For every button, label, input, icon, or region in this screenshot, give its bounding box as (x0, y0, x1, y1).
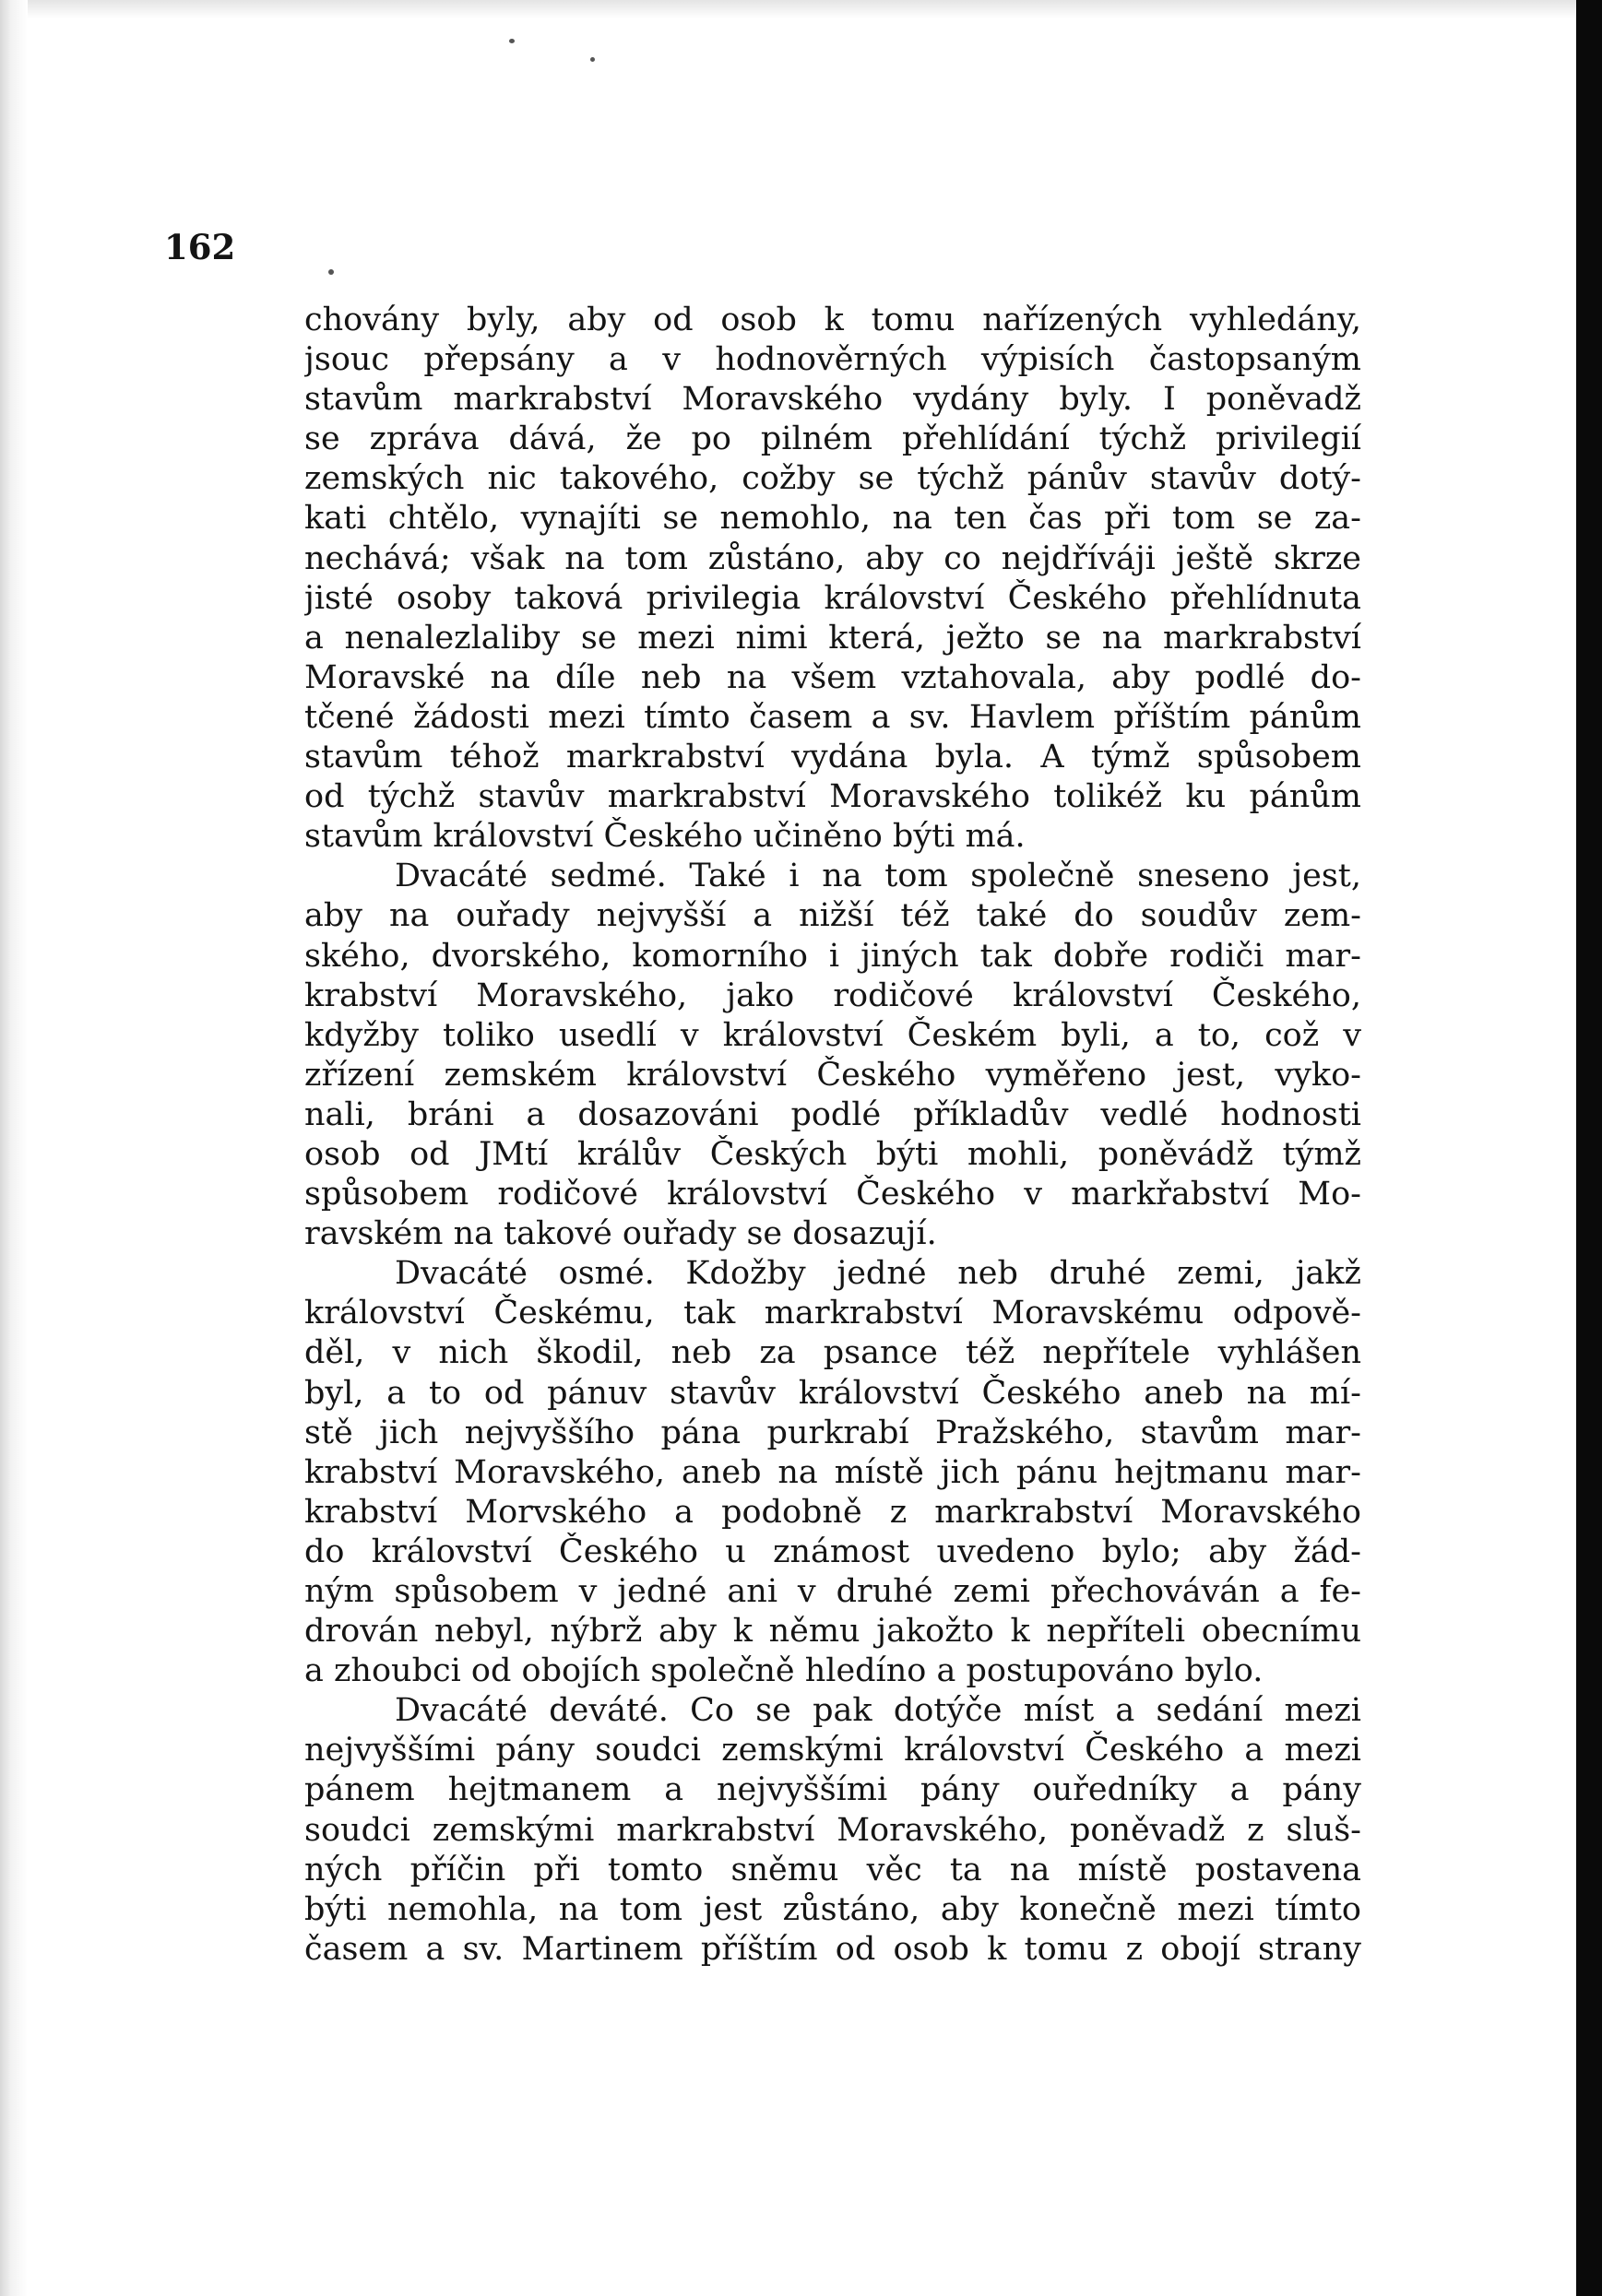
text-line: krabství Morvského a podobně z markrabství Moravského (304, 1493, 1361, 1531)
paragraph-start-line: Dvacáté osmé. Kdožby jedné neb druhé zemi, jakž (395, 1255, 1361, 1293)
text-line: drován nebyl, nýbrž aby k němu jakožto k nepříteli obecnímu (304, 1613, 1361, 1651)
scan-speck (509, 39, 515, 43)
text-line: tčené žádosti mezi tímto časem a sv. Havlem příštím pánům (304, 698, 1361, 736)
text-line: kdyžby toliko usedlí v království Českém byli, a to, což v (304, 1016, 1361, 1054)
text-line: se zpráva dává, že po pilném přehlídání týchž privilegií (304, 420, 1361, 458)
text-line: časem a sv. Martinem příštím od osob k tomu z obojí strany (304, 1930, 1361, 1968)
scan-top-edge (0, 0, 1576, 18)
text-line: jsouc přepsány a v hodnověrných výpisích častopsaným (304, 341, 1361, 379)
text-line: do království Českého u známost uvedeno bylo; aby žád- (304, 1533, 1361, 1570)
page-number: 162 (164, 227, 236, 267)
text-line: soudci zemskými markrabství Moravského, poněvadž z sluš- (304, 1811, 1361, 1849)
text-line: byl, a to od pánuv stavův království Českého aneb na mí- (304, 1374, 1361, 1412)
text-line: krabství Moravského, jako rodičové království Českého, (304, 976, 1361, 1014)
text-line: stavům království Českého učiněno býti má. (304, 818, 1026, 856)
text-line: království Českému, tak markrabství Moravskému odpově- (304, 1295, 1361, 1332)
text-line: nejvyššími pány soudci zemskými království Českého a mezi (304, 1732, 1361, 1769)
text-line: nechává; však na tom zůstáno, aby co nejdříváji ještě skrze (304, 539, 1361, 577)
text-line: stě jich nejvyššího pána purkrabí Pražského, stavům mar- (304, 1414, 1361, 1451)
text-line: nali, bráni a dosazováni podlé příkladův vedlé hodnosti (304, 1095, 1361, 1133)
scan-left-edge (0, 0, 28, 2296)
body-text (304, 301, 1361, 1970)
scan-speck (328, 269, 334, 275)
text-line: stavům téhož markrabství vydána byla. A týmž spůsobem (304, 739, 1361, 776)
text-line: chovány byly, aby od osob k tomu nařízených vyhledány, (304, 302, 1361, 338)
text-line: osob od JMtí králův Českých býti mohli, poněvádž týmž (304, 1135, 1361, 1173)
text-line: pánem hejtmanem a nejvyššími pány ouředníky a pány (304, 1771, 1361, 1809)
text-line: jisté osoby taková privilegia království Českého přehlídnuta (304, 579, 1361, 617)
text-line: Moravské na díle neb na všem vztahovala, aby podlé do- (304, 658, 1361, 696)
scan-right-border (1576, 0, 1602, 2296)
text-line: ravském na takové ouřady se dosazují. (304, 1215, 937, 1253)
text-line: a zhoubci od obojích společně hledíno a postupováno bylo. (304, 1652, 1264, 1690)
text-line: zřízení zemském království Českého vyměřeno jest, vyko- (304, 1056, 1361, 1094)
text-line: ského, dvorského, komorního i jiných tak dobře rodiči mar- (304, 937, 1361, 975)
text-line: kati chtělo, vynajíti se nemohlo, na ten čas při tom se za- (304, 500, 1361, 538)
text-line: ným spůsobem v jedné ani v druhé zemi přechováván a fe- (304, 1573, 1361, 1610)
text-line: děl, v nich škodil, neb za psance též nepřítele vyhlášen (304, 1334, 1361, 1372)
text-line: aby na ouřady nejvyšší a nižší též také do soudův zem- (304, 897, 1361, 935)
paragraph-start-line: Dvacáté deváté. Co se pak dotýče míst a sedání mezi (395, 1692, 1361, 1730)
text-line: stavům markrabství Moravského vydány byly. I poněvadž (304, 381, 1361, 419)
text-line: spůsobem rodičové království Českého v markřabství Mo- (304, 1176, 1361, 1213)
text-line: od týchž stavův markrabství Moravského tolikéž ku pánům (304, 778, 1361, 816)
scan-speck (590, 57, 595, 62)
text-line: a nenalezlaliby se mezi nimi která, ježto se na markrabství (304, 619, 1361, 657)
text-line: krabství Moravského, aneb na místě jich pánu hejtmanu mar- (304, 1453, 1361, 1491)
paragraph-start-line: Dvacáté sedmé. Také i na tom společně sneseno jest, (395, 858, 1361, 895)
text-line: zemských nic takového, cožby se týchž pánův stavův dotý- (304, 460, 1361, 498)
text-line: ných příčin při tomto sněmu věc ta na místě postavena (304, 1851, 1361, 1888)
text-line: býti nemohla, na tom jest zůstáno, aby konečně mezi tímto (304, 1890, 1361, 1928)
